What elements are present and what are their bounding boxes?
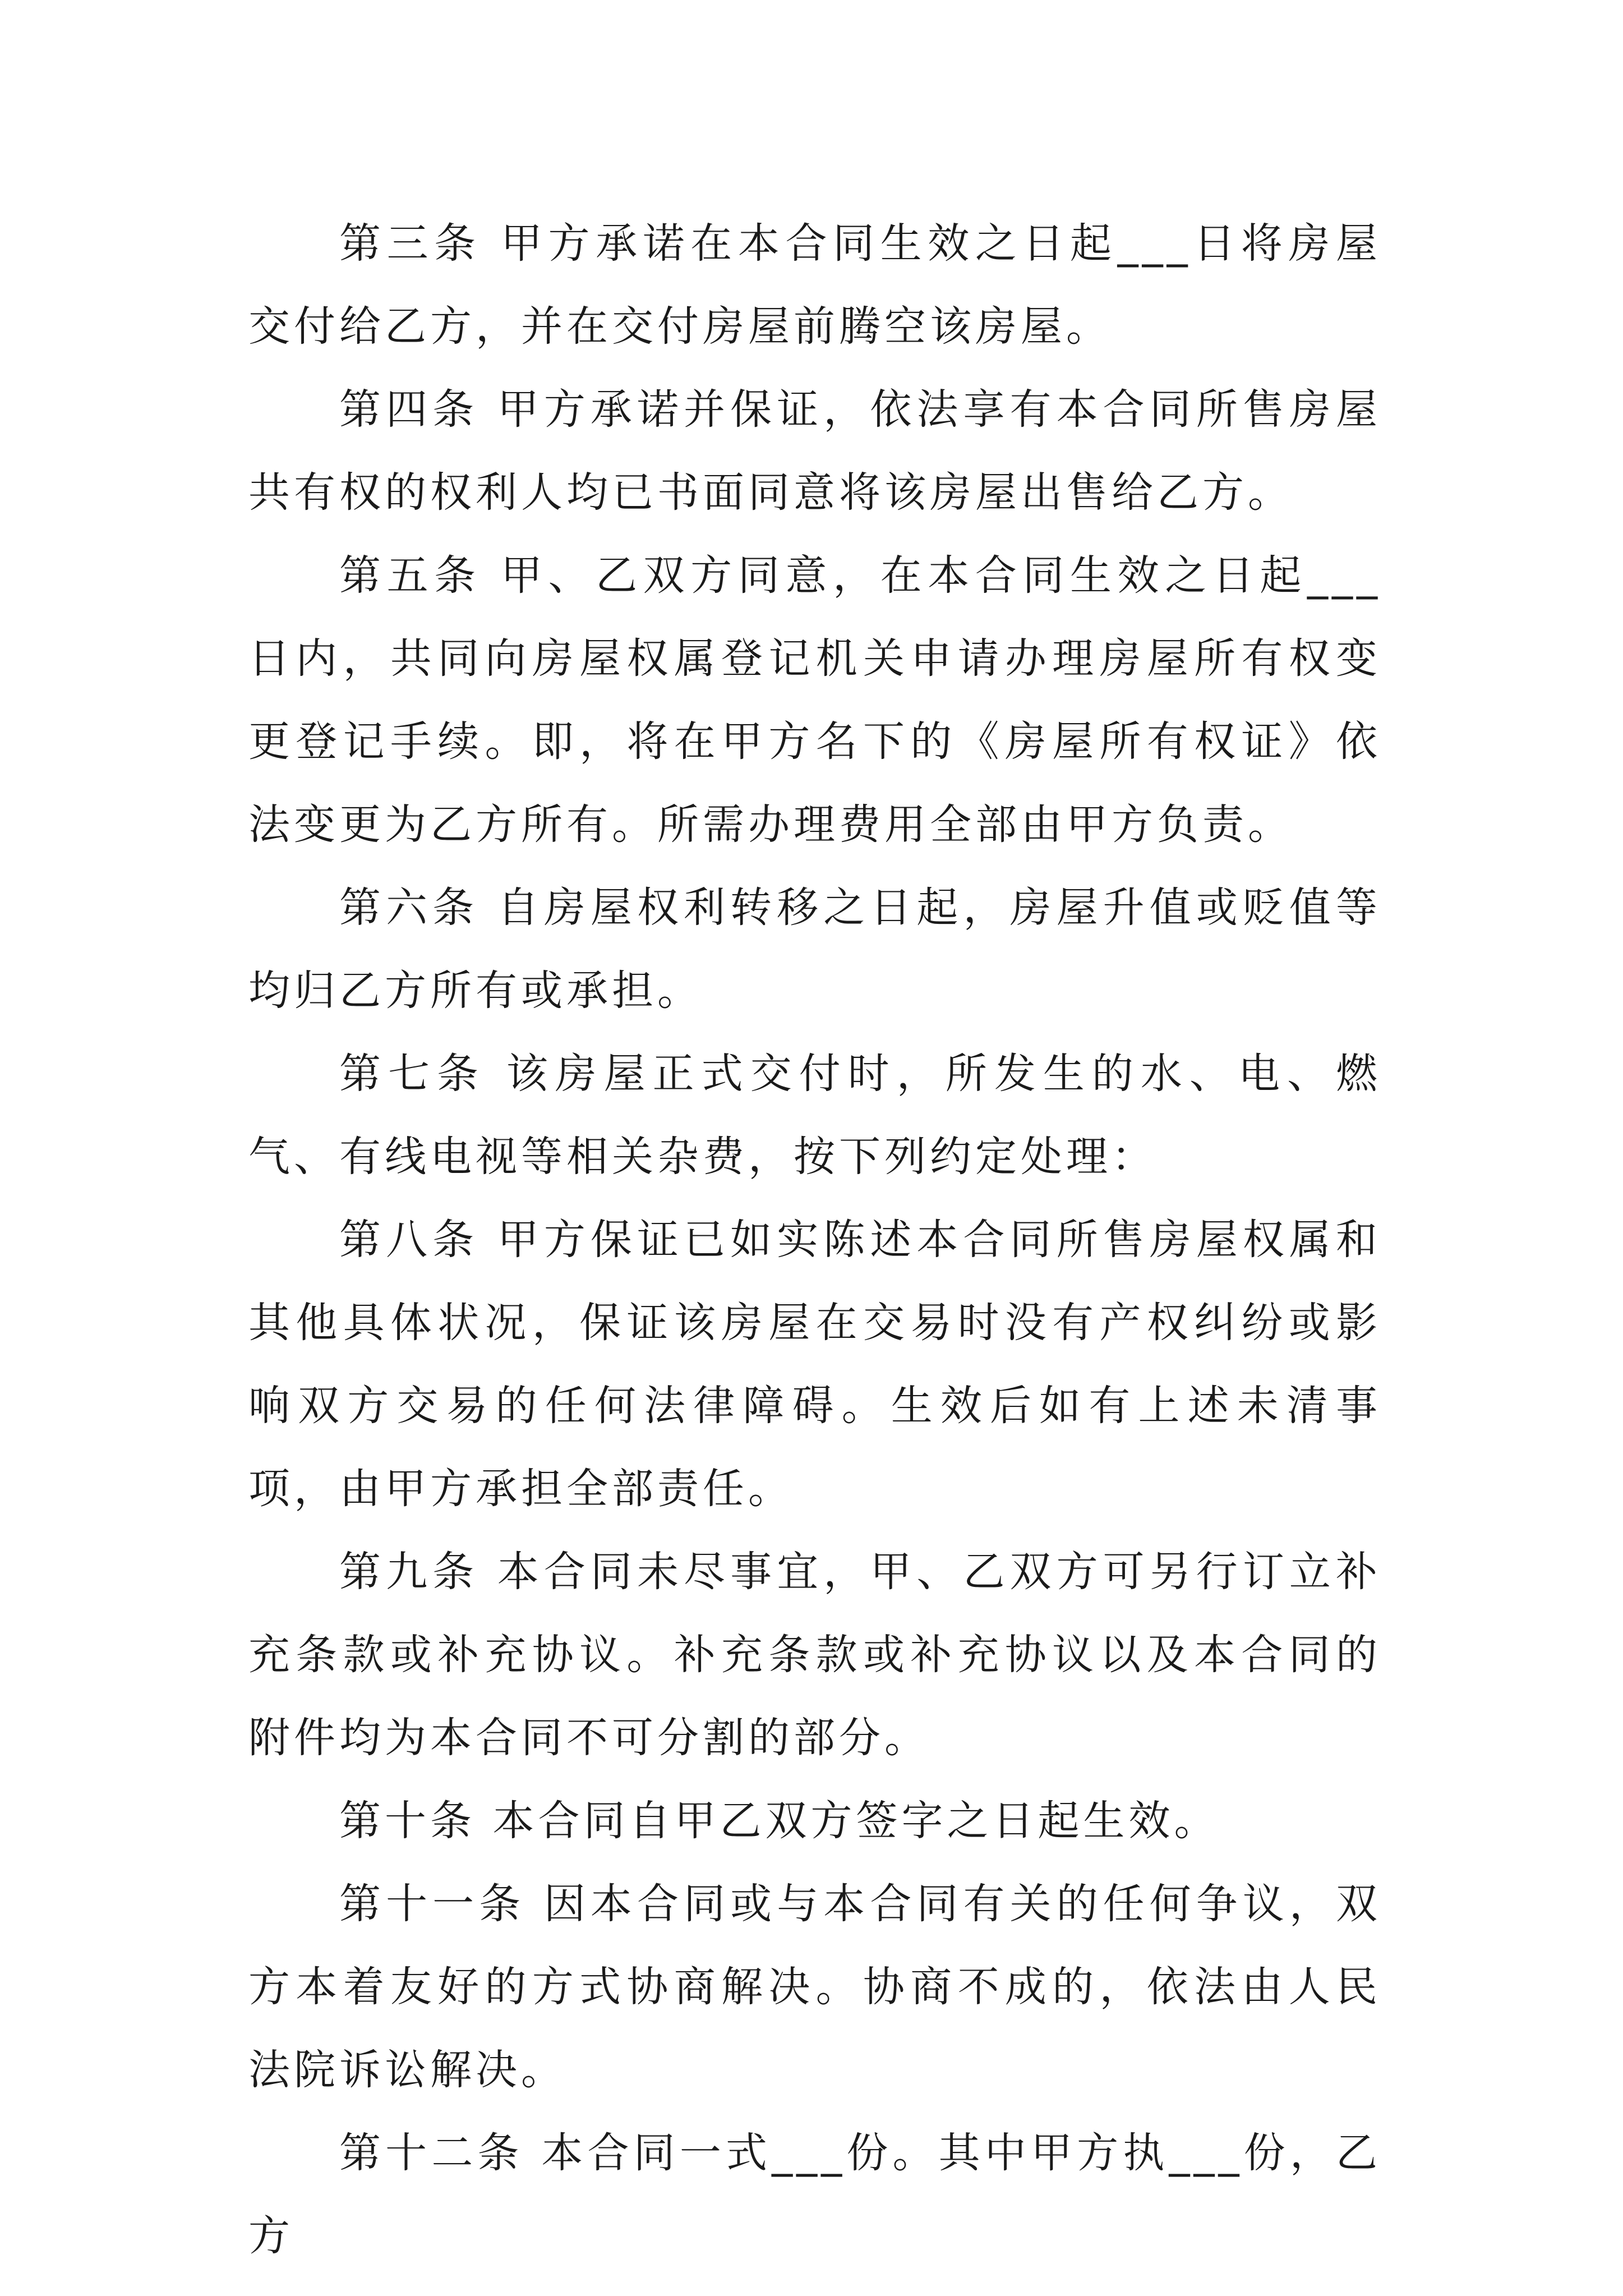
clause-9: 第九条 本合同未尽事宜，甲、乙双方可另行订立补充条款或补充协议。补充条款或补充协议以及本合同的附件均为本合同不可分割的部分。 bbox=[248, 1548, 1381, 1762]
clause-4: 第四条 甲方承诺并保证，依法享有本合同所售房屋共有权的权利人均已书面同意将该房屋出售给乙方。 bbox=[248, 385, 1381, 517]
clause-10: 第十条 本合同自甲乙双方签字之日起生效。 bbox=[339, 1797, 1220, 1845]
clause-6: 第六条 自房屋权利转移之日起，房屋升值或贬值等均归乙方所有或承担。 bbox=[248, 884, 1381, 1015]
clause-8: 第八条 甲方保证已如实陈述本合同所售房屋权属和其他具体状况，保证该房屋在交易时没有产权纠纷或影响双方交易的任何法律障碍。生效后如有上述未清事项，由甲方承担全部责任。 bbox=[248, 1216, 1381, 1513]
clause-3: 第三条 甲方承诺在本合同生效之日起___日将房屋交付给乙方，并在交付房屋前腾空该房屋。 bbox=[248, 219, 1381, 351]
clause-11: 第十一条 因本合同或与本合同有关的任何争议，双方本着友好的方式协商解决。协商不成的，依法由人民法院诉讼解决。 bbox=[248, 1880, 1381, 2094]
clause-5: 第五条 甲、乙双方同意，在本合同生效之日起___日内，共同向房屋权属登记机关申请办理房屋所有权变更登记手续。即，将在甲方名下的《房屋所有权证》依法变更为乙方所有。所需办理费用全部由甲方负责。 bbox=[248, 551, 1381, 849]
clause-7: 第七条 该房屋正式交付时，所发生的水、电、燃气、有线电视等相关杂费，按下列约定处理： bbox=[248, 1050, 1381, 1181]
clause-12: 第十二条 本合同一式___份。其中甲方执___份，乙方 bbox=[248, 2129, 1381, 2260]
contract-body bbox=[248, 202, 1381, 2277]
